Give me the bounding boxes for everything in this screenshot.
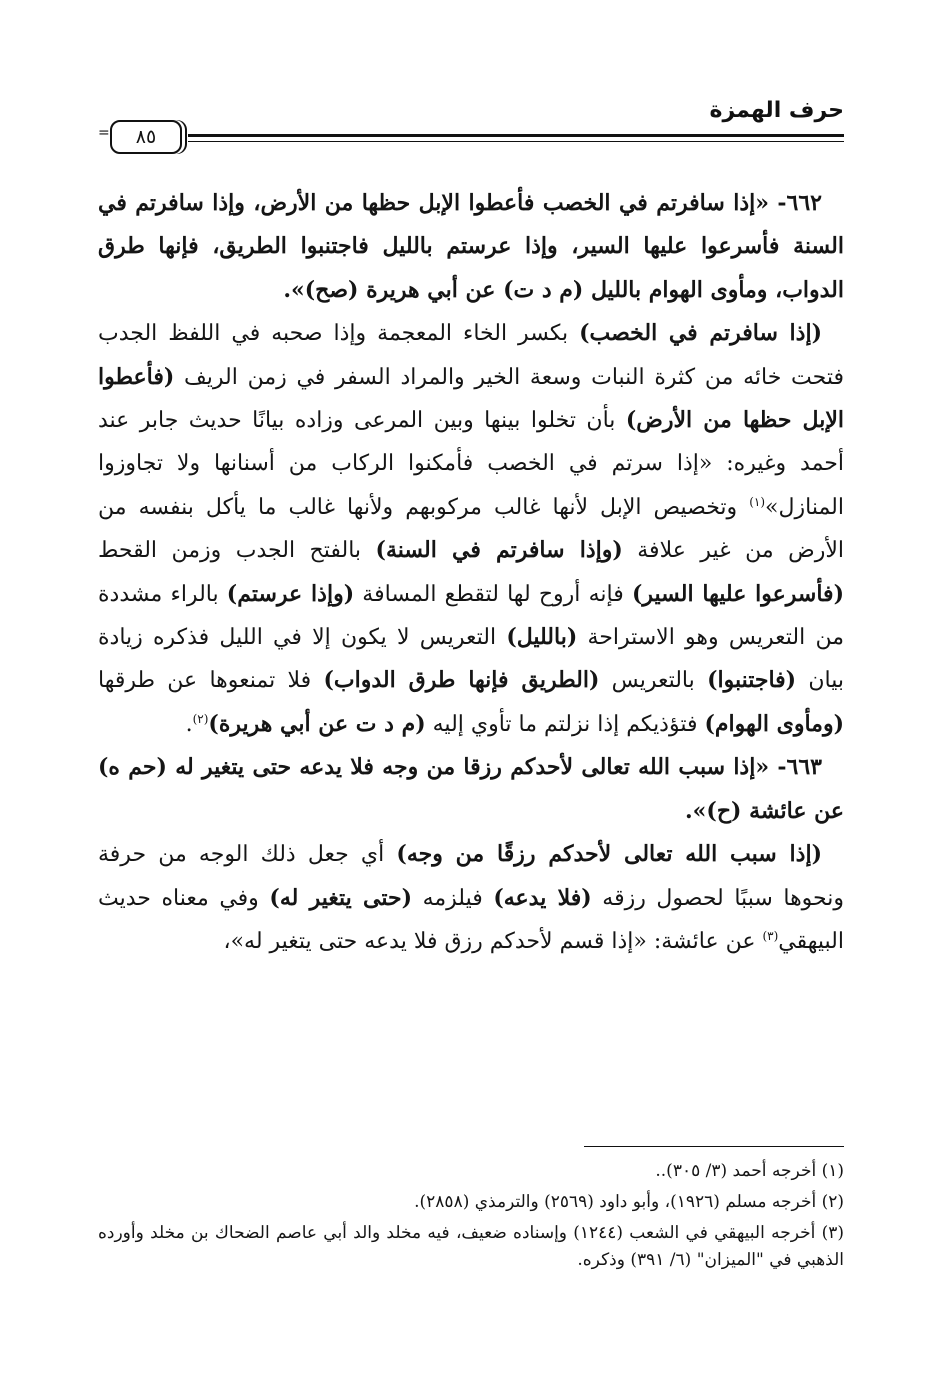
hadith-entry-662: ٦٦٢- «إذا سافرتم في الخصب فأعطوا الإبل حظها من الأرض، وإذا سافرتم في السنة فأسرعوا عليها السير، وإذا عرستم بالليل فاجتنبوا الطريق، فإنها طرق الدواب، ومأوى الهوام بالليل (م د ت) عن أبي هريرة (صح)».: [98, 190, 844, 303]
footnote-ref-3: (٣): [762, 928, 779, 943]
quoted-phrase: (حتى يتغير له): [269, 884, 412, 911]
commentary-text: بأن تخلوا بينها وبين المرعى وزاده بيانًا حديث جابر عند أحمد وغيره: «إذا سرتم في الخصب فأمكنوا الركاب من أسنانها ولا تجاوزوا المنازل»: [98, 408, 844, 520]
quoted-phrase: (ومأوى الهوام): [704, 710, 844, 737]
chapter-title: حرف الهمزة: [709, 98, 844, 123]
commentary-text: عن عائشة: «إذا قسم لأحدكم رزق فلا يدعه حتى يتغير له»،: [223, 928, 763, 954]
footnote-1: (١) أخرجه أحمد (٣/ ٣٠٥)..: [655, 1161, 844, 1181]
footnotes: [98, 1158, 844, 1278]
footnote-ref-1: (١): [749, 494, 766, 509]
commentary-text: بالفتح الجدب وزمن القحط: [98, 538, 376, 564]
commentary-662: [98, 312, 844, 746]
footnote-2: (٢) أخرجه مسلم (١٩٢٦)، وأبو داود (٢٥٦٩) والترمذي (٢٨٥٨).: [414, 1192, 844, 1212]
commentary-text: فلا تمنعوها عن طرقها: [98, 668, 324, 694]
commentary-text: بالتعريس: [599, 668, 708, 694]
quoted-phrase: (وإذا عرستم): [226, 580, 355, 607]
commentary-text: فإنه أروح لها لتقطع المسافة: [354, 581, 632, 607]
commentary-text: وتخصيص الإبل لأنها غالب مركوبهم ولأنها غالب ما يأكل بنفسه من الأرض من غير علافة: [98, 494, 844, 564]
quoted-phrase: (وإذا سافرتم في السنة): [375, 537, 623, 564]
commentary-text: التعريس لا يكون إلا في الليل فذكره زيادة بيان: [98, 625, 845, 694]
commentary-text: أي جعل ذلك الوجه من حرفة ونحوها سببًا لحصول رزقه: [98, 842, 844, 911]
footnote-3: (٣) أخرجه البيهقي في الشعب (١٢٤٤) وإسناده ضعيف، فيه مخلد والد أبي عاصم الضحاك بن مخلد وأورده الذهبي في "الميزان" (٦/ ٣٩١) وذكره.: [98, 1223, 844, 1270]
header-rule-thin: [188, 141, 844, 142]
quoted-phrase: (إذا سبب الله تعالى لأحدكم رزقًا من وجه): [396, 841, 822, 868]
commentary-text: فتؤذيكم إذا نزلتم ما تأوي إليه: [425, 711, 705, 737]
header-rule: [188, 134, 844, 137]
quoted-phrase: (م د ت عن أبي هريرة): [208, 710, 426, 737]
commentary-text: .: [185, 711, 193, 737]
quoted-phrase: (إذا سافرتم في الخصب): [579, 320, 822, 347]
quoted-phrase: (فأعطوا الإبل حظها من الأرض): [98, 363, 844, 434]
commentary-text: وفي معناه حديث البيهقي: [98, 885, 844, 954]
quoted-phrase: (فاجتنبوا): [707, 667, 797, 694]
quoted-phrase: (فأسرعوا عليها السير): [631, 580, 844, 607]
footnote-ref-2: (٢): [192, 711, 209, 726]
quoted-phrase: (بالليل): [506, 624, 578, 651]
page-header: [98, 96, 844, 166]
commentary-text: بالراء مشددة من التعريس وهو الاستراحة: [98, 581, 844, 651]
quoted-phrase: (فلا يدعه): [493, 884, 592, 911]
commentary-663: [98, 833, 844, 963]
hadith-entry-663: ٦٦٣- «إذا سبب الله تعالى لأحدكم رزقا من وجه فلا يدعه حتى يتغير له (حم ه) عن عائشة (ح)».: [98, 754, 844, 824]
page-number-mark: =: [98, 125, 110, 141]
quoted-phrase: (الطريق فإنها طرق الدواب): [323, 667, 600, 694]
main-text: [98, 182, 844, 963]
commentary-text: فيلزمه: [411, 885, 494, 911]
footnote-separator: [584, 1146, 844, 1147]
page-number: ٨٥: [110, 120, 182, 154]
commentary-text: بكسر الخاء المعجمة وإذا صحبه في اللفظ الجدب فتحت خائه من كثرة النبات وسعة الخير والمراد السفر في زمن الريف: [98, 321, 844, 390]
